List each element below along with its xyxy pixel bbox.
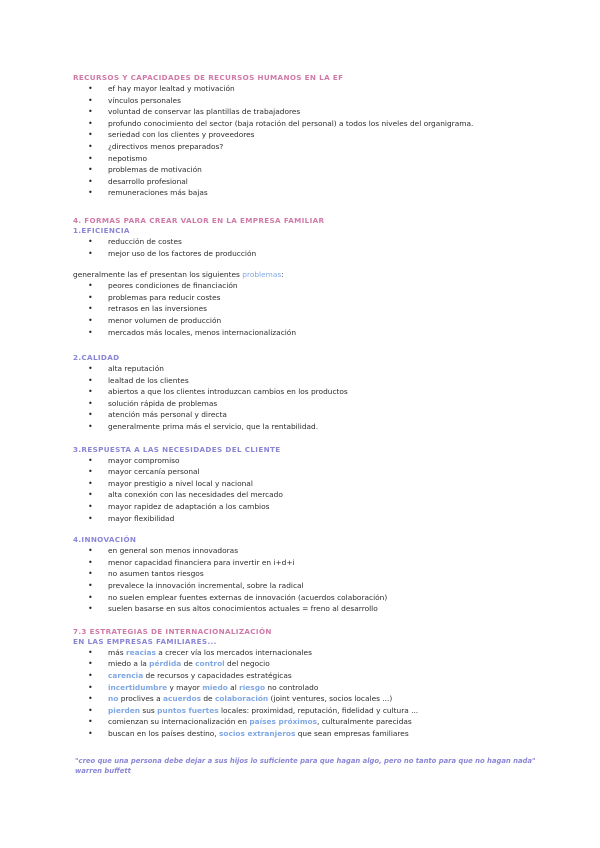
list-item: • solución rápida de problemas (73, 398, 553, 410)
list-item: • mayor compromiso (73, 455, 553, 467)
list-item: • desarrollo profesional (73, 176, 553, 188)
keyword-riesgo: riesgo (239, 682, 266, 692)
list-item: • no asumen tantos riesgos (73, 568, 553, 580)
keyword-socios-extranjeros: socios extranjeros (219, 728, 296, 738)
keyword-no: no (108, 694, 119, 704)
list-item: • mayor flexibilidad (73, 513, 553, 525)
list-item: • ¿directivos menos preparados? (73, 141, 553, 153)
keyword-incertidumbre: incertidumbre (108, 682, 168, 692)
subsection-title-respuesta: 3.RESPUESTA A LAS NECESIDADES DEL CLIENTE (73, 444, 281, 454)
list-item: • problemas para reducir costes (73, 292, 553, 304)
list-item: • miedo a la pérdida de control del negocio (73, 658, 553, 670)
list-item: • mejor uso de los factores de producción (73, 248, 553, 260)
keyword-paises-proximos: países próximos (249, 717, 318, 727)
list-item: • comienzan su internacionalización en países próximos, culturalmente parecidas (73, 716, 553, 728)
keyword-perdida: pérdida (149, 659, 182, 669)
subsection-title-calidad: 2.CALIDAD (73, 353, 120, 363)
list-item: • voluntad de conservar las plantillas de trabajadores (73, 106, 553, 118)
problems-intro (73, 269, 553, 280)
list-item: • carencia de recursos y capacidades estratégicas (73, 670, 553, 682)
keyword-puntos-fuertes: puntos fuertes (157, 705, 219, 715)
list-item: • atención más personal y directa (73, 409, 553, 421)
list-item: • no proclives a acuerdos de colaboración (joint ventures, socios locales ...) (73, 693, 553, 705)
subsection-title-eficiencia: 1.EFICIENCIA (73, 225, 130, 235)
section-title-formas: 4. FORMAS PARA CREAR VALOR EN LA EMPRESA FAMILIAR (73, 215, 325, 225)
section-title-internacionalizacion: 7.3 ESTRATEGIAS DE INTERNACIONALIZACIÓN (73, 626, 272, 636)
list-item: • mercados más locales, menos internacionalización (73, 327, 553, 339)
list-rrhh (73, 83, 553, 199)
list-item: • generalmente prima más el servicio, que la rentabilidad. (73, 421, 553, 433)
list-item: • suelen basarse en sus altos conocimientos actuales = freno al desarrollo (73, 603, 553, 615)
list-item: • mayor cercanía personal (73, 466, 553, 478)
document-content (73, 73, 553, 776)
list-item: • prevalece la innovación incremental, sobre la radical (73, 580, 553, 592)
list-problems (73, 280, 553, 338)
list-item: • alta reputación (73, 363, 553, 375)
keyword-colaboracion: colaboración (214, 694, 269, 704)
problems-intro-text: generalmente las ef presentan los siguientes (73, 270, 240, 280)
section-title-rrhh: RECURSOS Y CAPACIDADES DE RECURSOS HUMANOS EN LA EF (73, 73, 344, 82)
keyword-carencia: carencia (108, 670, 144, 680)
list-respuesta (73, 455, 553, 525)
list-item: • remuneraciones más bajas (73, 187, 553, 199)
list-innovacion (73, 545, 553, 615)
list-item: • reducción de costes (73, 236, 553, 248)
list-item: • menor capacidad financiera para invertir en i+d+i (73, 557, 553, 569)
list-item: • retrasos en las inversiones (73, 303, 553, 315)
list-item: • vínculos personales (73, 95, 553, 107)
problems-keyword: problemas (242, 270, 282, 280)
list-item: • incertidumbre y mayor miedo al riesgo no controlado (73, 682, 553, 694)
problems-intro-end: : (281, 270, 284, 280)
list-item: • ef hay mayor lealtad y motivación (73, 83, 553, 95)
list-item: • mayor rapidez de adaptación a los cambios (73, 501, 553, 513)
list-item: • buscan en los países destino, socios extranjeros que sean empresas familiares (73, 728, 553, 740)
quote-text: "creo que una persona debe dejar a sus hijos lo suficiente para que hagan algo, pero no tanto para que no hagan nada" (75, 756, 536, 765)
list-item: • problemas de motivación (73, 164, 553, 176)
list-item: • más reacias a crecer vía los mercados internacionales (73, 647, 553, 659)
list-internacionalizacion (73, 647, 553, 740)
keyword-control: control (195, 659, 225, 669)
list-item: • profundo conocimiento del sector (baja rotación del personal) a todos los niveles del organigrama. (73, 118, 553, 130)
list-eficiencia (73, 236, 553, 259)
list-item: • en general son menos innovadoras (73, 545, 553, 557)
keyword-acuerdos: acuerdos (162, 694, 202, 704)
list-item: • lealtad de los clientes (73, 375, 553, 387)
keyword-reacias: reacias (125, 647, 156, 657)
list-item: • mayor prestigio a nivel local y nacional (73, 478, 553, 490)
list-item: • abiertos a que los clientes introduzcan cambios en los productos (73, 386, 553, 398)
list-item: • peores condiciones de financiación (73, 280, 553, 292)
list-item: • pierden sus puntos fuertes locales: proximidad, reputación, fidelidad y cultura ... (73, 705, 553, 717)
list-item: • seriedad con los clientes y proveedores (73, 129, 553, 141)
keyword-miedo: miedo (202, 682, 228, 692)
list-item: • alta conexión con las necesidades del mercado (73, 489, 553, 501)
list-item: • nepotismo (73, 153, 553, 165)
list-item: • menor volumen de producción (73, 315, 553, 327)
list-calidad (73, 363, 553, 433)
subsection-title-empresas-familiares: EN LAS EMPRESAS FAMILIARES... (73, 636, 217, 646)
quote-author: warren buffett (75, 766, 131, 775)
subsection-title-innovacion: 4.INNOVACIÓN (73, 535, 137, 545)
list-item: • no suelen emplear fuentes externas de innovación (acuerdos colaboración) (73, 592, 553, 604)
keyword-pierden: pierden (108, 705, 141, 715)
